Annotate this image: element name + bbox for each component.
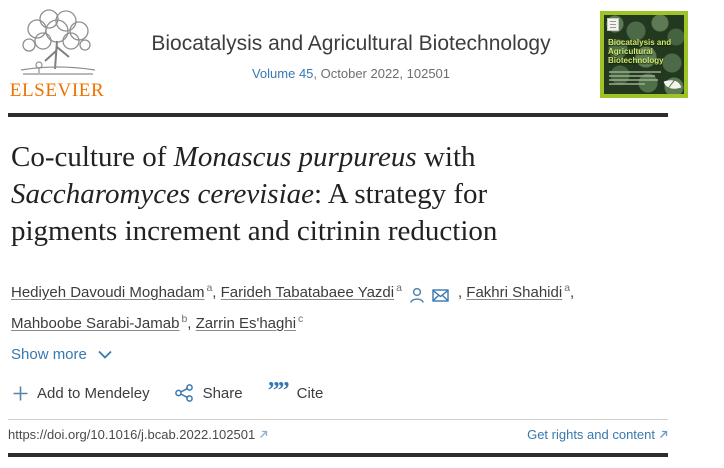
- publisher-name: ELSEVIER: [9, 80, 105, 101]
- affiliation-mark: a: [564, 282, 571, 294]
- doi-link[interactable]: [8, 427, 268, 442]
- corresponding-author-email-icon[interactable]: [432, 289, 449, 302]
- author-separator: ,: [187, 315, 196, 332]
- header-divider: [8, 113, 668, 117]
- cite-button[interactable]: [267, 378, 324, 404]
- elsevier-logo[interactable]: [6, 7, 108, 102]
- action-bar: [13, 378, 324, 404]
- add-to-mendeley-button[interactable]: [13, 385, 150, 402]
- affiliation-mark: a: [396, 282, 402, 294]
- author-link[interactable]: Mahboobe Sarabi-Jamab: [11, 315, 180, 332]
- quote-icon: ””: [267, 378, 288, 404]
- volume-link[interactable]: Volume 45: [251, 66, 314, 81]
- author-link[interactable]: Zarrin Es'haghi: [195, 315, 297, 332]
- journal-cover-thumbnail[interactable]: [600, 11, 688, 98]
- cite-label: Cite: [296, 384, 324, 402]
- author-link[interactable]: Fakhri Shahidi: [466, 284, 563, 301]
- footer-divider: [8, 419, 668, 420]
- plus-icon: [13, 386, 28, 401]
- author-link[interactable]: Hediyeh Davoudi Moghadam: [11, 284, 205, 301]
- journal-title-link[interactable]: Biocatalysis and Agricultural Biotechnology: [151, 32, 551, 55]
- author-separator: ,: [212, 284, 221, 301]
- journal-header: [112, 32, 590, 81]
- show-more-button[interactable]: [11, 346, 112, 363]
- share-button[interactable]: [175, 384, 243, 402]
- get-rights-link[interactable]: [527, 427, 668, 442]
- add-to-mendeley-label: Add to Mendeley: [37, 384, 150, 402]
- author-separator: ,: [570, 284, 575, 301]
- cover-publisher-badge: [607, 18, 619, 31]
- affiliation-mark: b: [181, 313, 188, 325]
- title-text: : A strategy for: [314, 178, 488, 210]
- title-text: pigments increment and citrinin reduction: [11, 215, 498, 247]
- external-link-icon: [259, 430, 268, 439]
- chevron-down-icon: [98, 350, 112, 359]
- journal-issue-line: [112, 66, 590, 81]
- show-more-label: Show more: [11, 346, 87, 363]
- title-text: Co-culture of: [11, 141, 174, 173]
- doi-url: https://doi.org/10.1016/j.bcab.2022.102501: [8, 427, 256, 442]
- get-rights-label: Get rights and content: [527, 427, 655, 442]
- bottom-divider: [8, 453, 668, 457]
- issue-details: , October 2022, 102501: [313, 66, 451, 81]
- affiliation-mark: a: [206, 282, 213, 294]
- elsevier-tree-icon: [11, 7, 103, 79]
- title-species-1: Monascus purpureus: [173, 141, 417, 173]
- author-list: [11, 276, 659, 336]
- share-label: Share: [202, 384, 243, 402]
- cover-description-lines: [609, 71, 661, 87]
- author-profile-icon[interactable]: [409, 287, 425, 304]
- doi-row: [8, 427, 668, 442]
- author-separator: ,: [457, 284, 467, 301]
- share-icon: [175, 384, 194, 402]
- affiliation-mark: c: [298, 313, 304, 325]
- author-link-corresponding[interactable]: Farideh Tabatabaee Yazdi: [220, 284, 395, 301]
- external-link-icon: [659, 430, 668, 439]
- title-species-2: Saccharomyces cerevisiae: [11, 178, 315, 210]
- title-text: with: [416, 141, 476, 173]
- leaf-icon: [664, 77, 682, 92]
- cover-journal-title: Biocatalysis and Agricultural Biotechnology: [608, 38, 672, 65]
- article-title: [11, 139, 659, 250]
